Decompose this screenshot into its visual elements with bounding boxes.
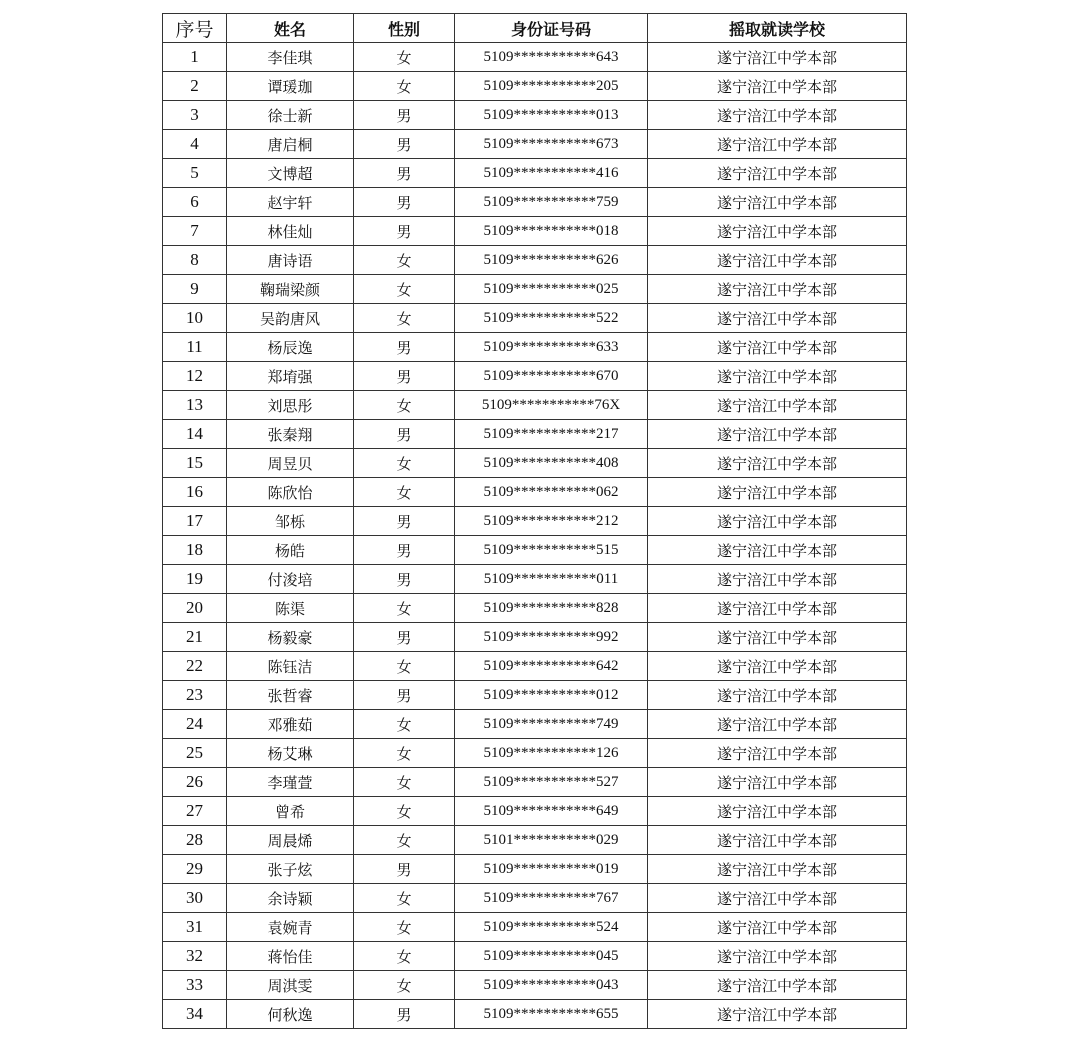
cell-id-number: 5109***********522: [455, 304, 648, 333]
cell-no: 27: [163, 797, 227, 826]
table-row: [163, 478, 907, 507]
cell-no: 19: [163, 565, 227, 594]
cell-no: 23: [163, 681, 227, 710]
cell-school: 遂宁涪江中学本部: [648, 942, 907, 971]
cell-gender: 女: [354, 739, 455, 768]
cell-gender: 男: [354, 1000, 455, 1029]
cell-name: 杨辰逸: [227, 333, 354, 362]
cell-gender: 女: [354, 246, 455, 275]
cell-gender: 男: [354, 333, 455, 362]
cell-id-number: 5109***********205: [455, 72, 648, 101]
cell-school: 遂宁涪江中学本部: [648, 623, 907, 652]
cell-gender: 女: [354, 942, 455, 971]
admission-table: [162, 13, 907, 1029]
cell-name: 周淇雯: [227, 971, 354, 1000]
cell-no: 20: [163, 594, 227, 623]
cell-school: 遂宁涪江中学本部: [648, 72, 907, 101]
cell-gender: 女: [354, 275, 455, 304]
cell-name: 鞠瑞梁颜: [227, 275, 354, 304]
cell-gender: 女: [354, 449, 455, 478]
cell-id-number: 5109***********013: [455, 101, 648, 130]
cell-id-number: 5109***********759: [455, 188, 648, 217]
cell-id-number: 5109***********025: [455, 275, 648, 304]
cell-name: 李佳琪: [227, 43, 354, 72]
cell-name: 余诗颖: [227, 884, 354, 913]
cell-no: 17: [163, 507, 227, 536]
cell-no: 21: [163, 623, 227, 652]
cell-no: 3: [163, 101, 227, 130]
table-row: [163, 304, 907, 333]
cell-school: 遂宁涪江中学本部: [648, 710, 907, 739]
cell-gender: 女: [354, 391, 455, 420]
cell-gender: 男: [354, 681, 455, 710]
table-row: [163, 362, 907, 391]
cell-name: 唐启桐: [227, 130, 354, 159]
cell-name: 付浚培: [227, 565, 354, 594]
table-row: [163, 217, 907, 246]
cell-school: 遂宁涪江中学本部: [648, 507, 907, 536]
cell-school: 遂宁涪江中学本部: [648, 217, 907, 246]
cell-school: 遂宁涪江中学本部: [648, 884, 907, 913]
cell-school: 遂宁涪江中学本部: [648, 188, 907, 217]
cell-id-number: 5109***********416: [455, 159, 648, 188]
cell-school: 遂宁涪江中学本部: [648, 768, 907, 797]
cell-gender: 女: [354, 594, 455, 623]
cell-school: 遂宁涪江中学本部: [648, 420, 907, 449]
cell-id-number: 5101***********029: [455, 826, 648, 855]
cell-id-number: 5109***********642: [455, 652, 648, 681]
cell-no: 13: [163, 391, 227, 420]
cell-name: 文博超: [227, 159, 354, 188]
cell-name: 张秦翔: [227, 420, 354, 449]
cell-name: 邓雅茹: [227, 710, 354, 739]
table-row: [163, 710, 907, 739]
cell-gender: 男: [354, 507, 455, 536]
header-row: [163, 14, 907, 43]
cell-id-number: 5109***********633: [455, 333, 648, 362]
cell-school: 遂宁涪江中学本部: [648, 826, 907, 855]
header-id: 身份证号码: [455, 14, 648, 43]
cell-no: 2: [163, 72, 227, 101]
cell-school: 遂宁涪江中学本部: [648, 681, 907, 710]
cell-no: 28: [163, 826, 227, 855]
cell-no: 18: [163, 536, 227, 565]
cell-school: 遂宁涪江中学本部: [648, 275, 907, 304]
cell-no: 32: [163, 942, 227, 971]
cell-name: 杨艾琳: [227, 739, 354, 768]
cell-name: 邹栎: [227, 507, 354, 536]
cell-id-number: 5109***********670: [455, 362, 648, 391]
cell-no: 10: [163, 304, 227, 333]
table-row: [163, 739, 907, 768]
cell-no: 31: [163, 913, 227, 942]
table-row: [163, 594, 907, 623]
table-row: [163, 536, 907, 565]
cell-name: 蒋怡佳: [227, 942, 354, 971]
cell-gender: 女: [354, 478, 455, 507]
cell-id-number: 5109***********515: [455, 536, 648, 565]
cell-name: 周昱贝: [227, 449, 354, 478]
cell-name: 郑堉强: [227, 362, 354, 391]
table-row: [163, 913, 907, 942]
table-row: [163, 101, 907, 130]
header-gender: 性别: [354, 14, 455, 43]
cell-school: 遂宁涪江中学本部: [648, 391, 907, 420]
table-row: [163, 884, 907, 913]
cell-school: 遂宁涪江中学本部: [648, 565, 907, 594]
cell-school: 遂宁涪江中学本部: [648, 101, 907, 130]
cell-no: 12: [163, 362, 227, 391]
cell-no: 26: [163, 768, 227, 797]
cell-gender: 女: [354, 710, 455, 739]
cell-gender: 男: [354, 130, 455, 159]
cell-school: 遂宁涪江中学本部: [648, 478, 907, 507]
cell-no: 24: [163, 710, 227, 739]
cell-id-number: 5109***********649: [455, 797, 648, 826]
cell-school: 遂宁涪江中学本部: [648, 449, 907, 478]
cell-gender: 男: [354, 623, 455, 652]
cell-no: 33: [163, 971, 227, 1000]
cell-id-number: 5109***********019: [455, 855, 648, 884]
table-row: [163, 507, 907, 536]
cell-name: 曾希: [227, 797, 354, 826]
cell-name: 张哲睿: [227, 681, 354, 710]
cell-name: 陈欣怡: [227, 478, 354, 507]
cell-no: 4: [163, 130, 227, 159]
cell-no: 14: [163, 420, 227, 449]
cell-school: 遂宁涪江中学本部: [648, 130, 907, 159]
table-row: [163, 681, 907, 710]
cell-gender: 男: [354, 855, 455, 884]
cell-name: 杨毅豪: [227, 623, 354, 652]
cell-school: 遂宁涪江中学本部: [648, 304, 907, 333]
cell-school: 遂宁涪江中学本部: [648, 43, 907, 72]
cell-school: 遂宁涪江中学本部: [648, 913, 907, 942]
table-row: [163, 449, 907, 478]
table-row: [163, 275, 907, 304]
header-name: 姓名: [227, 14, 354, 43]
cell-school: 遂宁涪江中学本部: [648, 333, 907, 362]
cell-id-number: 5109***********212: [455, 507, 648, 536]
cell-gender: 女: [354, 304, 455, 333]
cell-name: 杨皓: [227, 536, 354, 565]
cell-name: 吴韵唐风: [227, 304, 354, 333]
header-school: 摇取就读学校: [648, 14, 907, 43]
cell-no: 29: [163, 855, 227, 884]
table-row: [163, 565, 907, 594]
cell-name: 袁婉青: [227, 913, 354, 942]
table-row: [163, 391, 907, 420]
cell-id-number: 5109***********749: [455, 710, 648, 739]
cell-name: 唐诗语: [227, 246, 354, 275]
table-row: [163, 420, 907, 449]
cell-no: 22: [163, 652, 227, 681]
table-row: [163, 1000, 907, 1029]
cell-name: 李瑾萱: [227, 768, 354, 797]
cell-school: 遂宁涪江中学本部: [648, 855, 907, 884]
cell-no: 11: [163, 333, 227, 362]
table-row: [163, 826, 907, 855]
cell-id-number: 5109***********655: [455, 1000, 648, 1029]
cell-school: 遂宁涪江中学本部: [648, 594, 907, 623]
cell-name: 徐士新: [227, 101, 354, 130]
cell-id-number: 5109***********062: [455, 478, 648, 507]
table-row: [163, 333, 907, 362]
cell-id-number: 5109***********524: [455, 913, 648, 942]
cell-school: 遂宁涪江中学本部: [648, 971, 907, 1000]
cell-name: 张子炫: [227, 855, 354, 884]
cell-no: 15: [163, 449, 227, 478]
cell-name: 刘思彤: [227, 391, 354, 420]
table-row: [163, 623, 907, 652]
cell-name: 周晨烯: [227, 826, 354, 855]
table-row: [163, 188, 907, 217]
cell-id-number: 5109***********76X: [455, 391, 648, 420]
cell-name: 赵宇轩: [227, 188, 354, 217]
cell-school: 遂宁涪江中学本部: [648, 362, 907, 391]
cell-no: 30: [163, 884, 227, 913]
cell-id-number: 5109***********018: [455, 217, 648, 246]
cell-gender: 男: [354, 101, 455, 130]
cell-gender: 女: [354, 913, 455, 942]
cell-school: 遂宁涪江中学本部: [648, 652, 907, 681]
table-row: [163, 130, 907, 159]
cell-name: 陈钰洁: [227, 652, 354, 681]
cell-no: 25: [163, 739, 227, 768]
cell-gender: 女: [354, 797, 455, 826]
cell-gender: 女: [354, 971, 455, 1000]
cell-no: 1: [163, 43, 227, 72]
cell-id-number: 5109***********828: [455, 594, 648, 623]
cell-school: 遂宁涪江中学本部: [648, 797, 907, 826]
table-row: [163, 72, 907, 101]
cell-id-number: 5109***********217: [455, 420, 648, 449]
cell-id-number: 5109***********643: [455, 43, 648, 72]
cell-gender: 女: [354, 884, 455, 913]
table-row: [163, 971, 907, 1000]
cell-gender: 男: [354, 159, 455, 188]
cell-no: 16: [163, 478, 227, 507]
header-no: 序号: [163, 14, 227, 43]
table-row: [163, 43, 907, 72]
table-body: [163, 43, 907, 1029]
cell-gender: 女: [354, 768, 455, 797]
cell-gender: 男: [354, 536, 455, 565]
table-row: [163, 942, 907, 971]
cell-school: 遂宁涪江中学本部: [648, 739, 907, 768]
cell-no: 8: [163, 246, 227, 275]
cell-no: 6: [163, 188, 227, 217]
cell-gender: 女: [354, 72, 455, 101]
cell-id-number: 5109***********012: [455, 681, 648, 710]
cell-name: 陈渠: [227, 594, 354, 623]
cell-id-number: 5109***********408: [455, 449, 648, 478]
cell-gender: 女: [354, 826, 455, 855]
cell-gender: 男: [354, 217, 455, 246]
cell-id-number: 5109***********626: [455, 246, 648, 275]
cell-id-number: 5109***********011: [455, 565, 648, 594]
cell-id-number: 5109***********673: [455, 130, 648, 159]
cell-id-number: 5109***********045: [455, 942, 648, 971]
table-row: [163, 797, 907, 826]
table-row: [163, 768, 907, 797]
table-row: [163, 246, 907, 275]
table-row: [163, 652, 907, 681]
cell-gender: 女: [354, 43, 455, 72]
cell-gender: 男: [354, 420, 455, 449]
cell-no: 34: [163, 1000, 227, 1029]
cell-school: 遂宁涪江中学本部: [648, 536, 907, 565]
cell-gender: 男: [354, 362, 455, 391]
cell-id-number: 5109***********043: [455, 971, 648, 1000]
cell-school: 遂宁涪江中学本部: [648, 1000, 907, 1029]
cell-no: 9: [163, 275, 227, 304]
cell-id-number: 5109***********767: [455, 884, 648, 913]
cell-no: 5: [163, 159, 227, 188]
cell-name: 林佳灿: [227, 217, 354, 246]
cell-gender: 男: [354, 565, 455, 594]
cell-id-number: 5109***********527: [455, 768, 648, 797]
cell-name: 何秋逸: [227, 1000, 354, 1029]
cell-name: 谭瑗珈: [227, 72, 354, 101]
cell-id-number: 5109***********126: [455, 739, 648, 768]
table-row: [163, 159, 907, 188]
cell-school: 遂宁涪江中学本部: [648, 246, 907, 275]
cell-school: 遂宁涪江中学本部: [648, 159, 907, 188]
cell-no: 7: [163, 217, 227, 246]
cell-id-number: 5109***********992: [455, 623, 648, 652]
cell-gender: 女: [354, 652, 455, 681]
cell-gender: 男: [354, 188, 455, 217]
table-row: [163, 855, 907, 884]
